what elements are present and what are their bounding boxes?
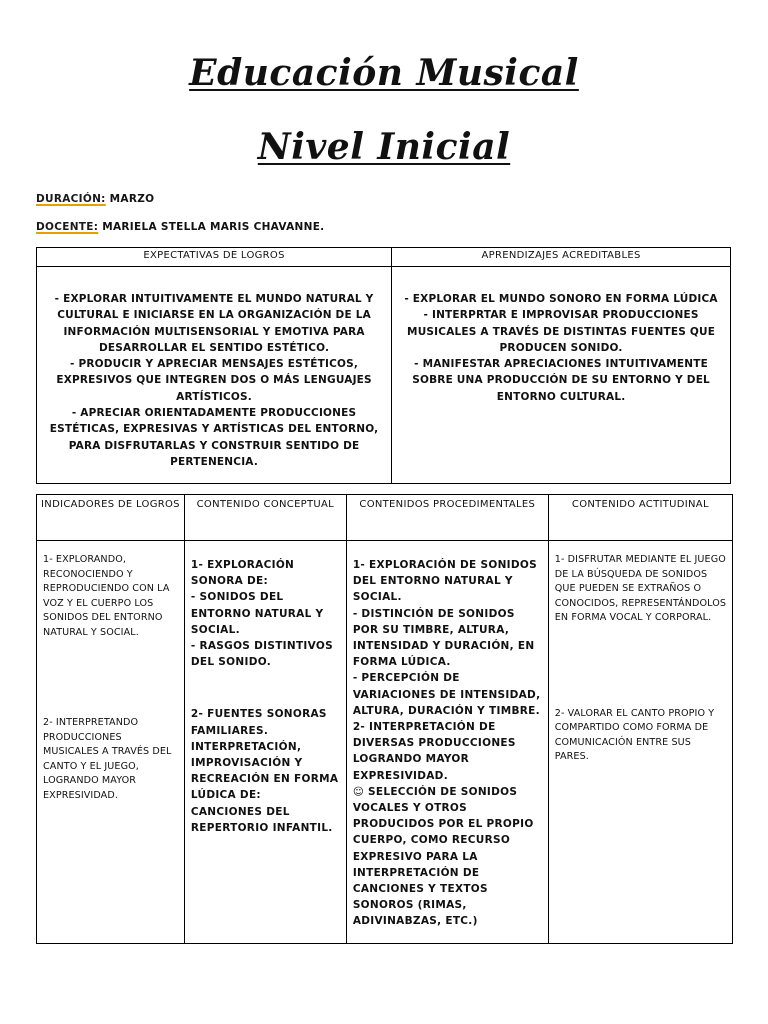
header-aprendizajes: APRENDIZAJES ACREDITABLES	[392, 248, 731, 267]
indicador-2: 2- INTERPRETANDO PRODUCCIONES MUSICALES A TRAVÉS DEL CANTO Y EL JUEGO, LOGRANDO MAYOR EXPRESIVIDAD.	[43, 717, 172, 801]
indicador-1: 1- EXPLORANDO, RECONOCIENDO Y REPRODUCIENDO CON LA VOZ Y EL CUERPO LOS SONIDOS DEL ENTORNO NATURAL Y SOCIAL.	[43, 554, 170, 638]
table-row	[37, 267, 731, 484]
duration-line	[36, 193, 154, 205]
header-procedimentales: CONTENIDOS PROCEDIMENTALES	[346, 495, 548, 541]
table-row	[37, 541, 733, 944]
actitudinal-2: 2- VALORAR EL CANTO PROPIO Y COMPARTIDO COMO FORMA DE COMUNICACIÓN ENTRE SUS PARES.	[554, 707, 715, 762]
expectations-table	[36, 247, 731, 484]
header-indicadores: INDICADORES DE LOGROS	[37, 495, 185, 541]
header-conceptual: CONTENIDO CONCEPTUAL	[184, 495, 346, 541]
expectativas-cell	[37, 267, 392, 484]
document-title: Educación Musical	[189, 52, 579, 94]
header-expectativas: EXPECTATIVAS DE LOGROS	[37, 248, 392, 267]
procedimental-text: 1- EXPLORACIÓN DE SONIDOS DEL ENTORNO NATURAL Y SOCIAL. - DISTINCIÓN DE SONIDOS POR SU TIMBRE, ALTURA, INTENSIDAD Y DURACIÓN, EN FORMA LÚDICA. - PERCEPCIÓN DE VARIACIONES DE INTENSIDAD, ALTURA, DURACIÓN Y TIMBRE. 2- INTERPRETACIÓN DE DIVERSAS PRODUCCIONES LOGRANDO MAYOR EXPRESIVIDAD. ☺ SELECCIÓN DE SONIDOS VOCALES Y OTROS PRODUCIDOS POR EL PROPIO CUERPO, COMO RECURSO EXPRESIVO PARA LA INTERPRETACIÓN DE CANCIONES Y TEXTOS SONOROS (RIMAS, ADIVINABZAS, ETC.)	[352, 559, 541, 928]
indicadores-cell	[37, 541, 185, 944]
teacher-value: MARIELA STELLA MARIS CHAVANNE.	[102, 221, 325, 233]
teacher-label: DOCENTE:	[36, 221, 99, 233]
contents-table	[36, 494, 733, 944]
header-actitudinal: CONTENIDO ACTITUDINAL	[548, 495, 732, 541]
expectativas-text: - EXPLORAR INTUITIVAMENTE EL MUNDO NATURAL Y CULTURAL E INICIARSE EN LA ORGANIZACIÓN DE LA INFORMACIÓN MULTISENSORIAL Y EMOTIVA PARA DESARROLLAR EL SENTIDO ESTÉTICO. - PRODUCIR Y APRECIAR MENSAJES ESTÉTICOS, EXPRESIVOS QUE INTEGREN DOS O MÁS LENGUAJES ARTÍSTICOS. - APRECIAR ORIENTADAMENTE PRODUCCIONES ESTÉTICAS, EXPRESIVAS Y ARTÍSTICAS DEL ENTORNO, PARA DISFRUTARLAS Y CONSTRUIR SENTIDO DE PERTENENCIA.	[49, 293, 379, 468]
table-header-row	[37, 495, 733, 541]
duration-value: MARZO	[109, 193, 155, 205]
teacher-line	[36, 221, 324, 233]
table-header-row	[37, 248, 731, 267]
procedimental-cell	[346, 541, 548, 944]
document-subtitle: Nivel Inicial	[257, 126, 511, 168]
duration-label: DURACIÓN:	[36, 193, 106, 205]
conceptual-1: 1- EXPLORACIÓN SONORA DE: - SONIDOS DEL ENTORNO NATURAL Y SOCIAL. - RASGOS DISTINTIVOS DEL SONIDO.	[190, 559, 333, 669]
conceptual-2: 2- FUENTES SONORAS FAMILIARES. INTERPRETACIÓN, IMPROVISACIÓN Y RECREACIÓN EN FORMA LÚDICA DE: CANCIONES DEL REPERTORIO INFANTIL.	[190, 708, 339, 834]
aprendizajes-text: - EXPLORAR EL MUNDO SONORO EN FORMA LÚDICA - INTERPRTAR E IMPROVISAR PRODUCCIONES MUSICALES A TRAVÉS DE DISTINTAS FUENTES QUE PRODUCEN SONIDO. - MANIFESTAR APRECIACIONES INTUITIVAMENTE SOBRE UNA PRODUCCIÓN DE SU ENTORNO Y DEL ENTORNO CULTURAL.	[404, 293, 718, 403]
aprendizajes-cell	[392, 267, 731, 484]
actitudinal-cell	[548, 541, 732, 944]
conceptual-cell	[184, 541, 346, 944]
actitudinal-1: 1- DISFRUTAR MEDIANTE EL JUEGO DE LA BÚSQUEDA DE SONIDOS QUE PUEDEN SE EXTRAÑOS O CONOCIDOS, REPRESENTÁNDOLOS EN FORMA VOCAL Y CORPORAL.	[554, 554, 727, 623]
